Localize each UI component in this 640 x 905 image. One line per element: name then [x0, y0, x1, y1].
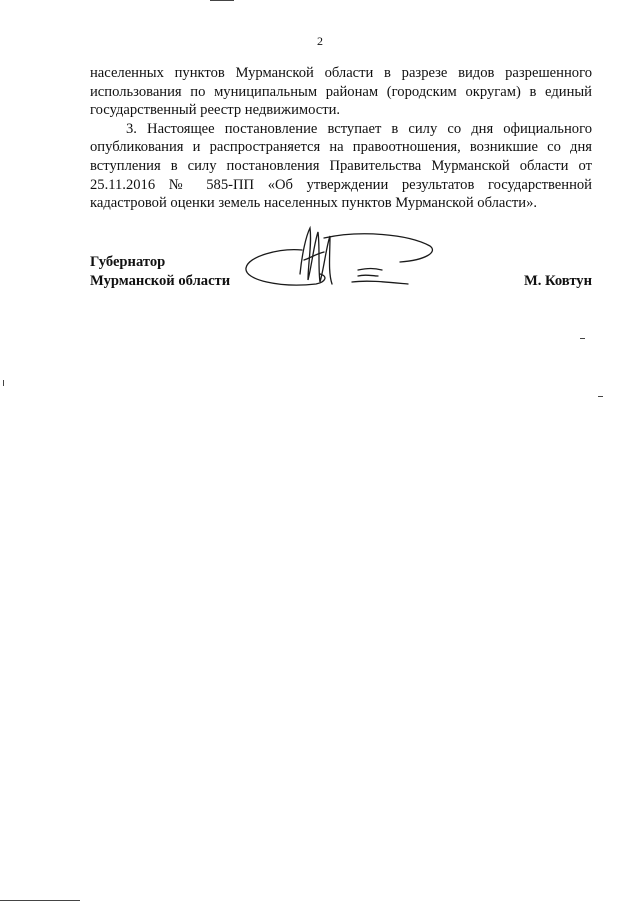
body-text [90, 64, 592, 213]
paragraph-continuation: населенных пунктов Мурманской области в разрезе видов разрешенного использования по муниципальным районам (городским округам) в единый государственный реестр недвижимости. [90, 65, 592, 119]
signatory-position-line2: Мурманской области [90, 272, 231, 289]
page-number: 2 [317, 34, 323, 48]
scan-artifact [598, 396, 603, 397]
signatory-name: М. Ковтун [523, 272, 592, 289]
signatory-position-line1: Губернатор [90, 254, 166, 270]
scan-artifact [210, 0, 234, 1]
scan-artifact [580, 338, 585, 339]
scan-artifact [3, 380, 4, 386]
handwritten-signature [240, 224, 440, 296]
scan-artifact [0, 900, 80, 901]
paragraph-clause-3: 3. Настоящее постановление вступает в силу со дня официального опубликования и распространяется на правоотношения, возникшие со дня вступления в силу постановления Правительства Мурманской области от 25.11.2016 № 585-ПП «Об утверждении результатов государственной кадастровой оценки земель населенных пунктов Мурманской области». [90, 120, 592, 212]
